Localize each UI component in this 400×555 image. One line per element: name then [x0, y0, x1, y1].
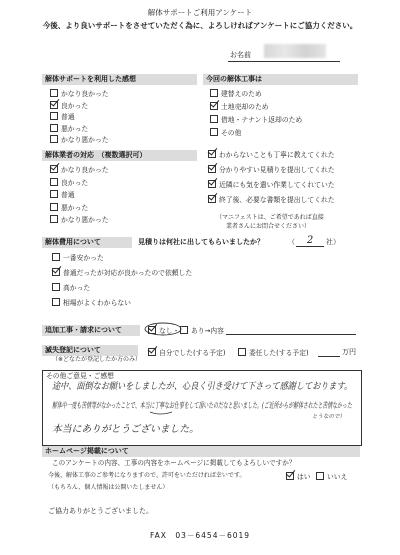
q1-option-label: 良かった	[61, 101, 89, 110]
q1-option-label: かなり悪かった	[61, 136, 109, 144]
q6-none-label: なし・	[159, 327, 180, 335]
comment-line-3: 本当にありがとうございました。	[52, 424, 199, 435]
comment-underline-mark	[150, 412, 172, 414]
comments-heading: その他ご意見・ご感想	[46, 372, 114, 380]
q5-option-label: 普通だったが対応が良かったので依頼した	[63, 269, 193, 277]
homepage-question: このアンケートの内容、工事の内容をホームページに掲載してもよろしいですか？	[52, 459, 296, 467]
q3-option-label: かなり悪かった	[61, 216, 109, 224]
q7-heading: 滅失登記について	[42, 345, 138, 356]
q4-option-label: 近隣にも気を遣い作業してくれていた	[219, 181, 335, 189]
estimate-open-paren: （	[288, 238, 295, 246]
q4-option-label: 分かりやすい見積りを提出してくれた	[219, 166, 335, 174]
q1-heading: 解体サポートを利用した感想	[42, 74, 197, 85]
q5-heading: 解体費用について	[42, 237, 132, 248]
q7-delegate-label: 委任した(する予定)	[249, 349, 309, 357]
q3-heading: 解体業者の対応 （複数選択可）	[42, 150, 197, 161]
name-label: お名前	[230, 51, 251, 59]
estimate-question: 見積りは何社に出してもらいましたか？	[138, 238, 264, 246]
q2-option-label: 建替えのため	[221, 90, 262, 98]
thanks-text: ご協力ありがとうございました。	[48, 507, 153, 515]
homepage-no-label: いいえ	[327, 473, 348, 481]
homepage-note: 今後、解体工事のご参考になりますので、許可をいただければ幸いです。	[48, 472, 246, 479]
q3-option-label: 悪かった	[61, 203, 89, 212]
q7-subnote: （※どなたが登記したか方のみ）	[52, 356, 142, 363]
q2-heading: 今回の解体工事は	[203, 74, 358, 85]
manifest-note-1: （マニフェストは、ご希望であれば直接	[216, 214, 324, 221]
q2-option-label: その他	[221, 129, 242, 137]
q5-option-label: 相場がよくわからない	[63, 299, 131, 307]
q6-heading: 追加工事・請求について	[42, 325, 140, 336]
none-circle-mark	[145, 323, 181, 335]
homepage-yes-label: はい	[297, 473, 311, 481]
company-count-value[interactable]: 2	[306, 235, 314, 246]
comment-line-2-note: とうなので）	[312, 414, 346, 420]
q1-option-label: かなり良かった	[61, 90, 109, 98]
q1-option-label: 悪かった	[61, 124, 89, 133]
q3-option-label: かなり良かった	[61, 166, 109, 174]
q7-self-label: 自分でした(する予定)	[159, 349, 226, 357]
q5-option-label: 一番安かった	[63, 254, 104, 262]
q2-option-label: 土地売却のため	[221, 103, 269, 111]
q4-option-label: 終了後、必要な書類を提出してくれた	[219, 196, 335, 204]
q5-option-label: 高かった	[63, 284, 91, 292]
survey-title: 解体サポートご利用アンケート	[147, 8, 253, 17]
q3-option-label: 普通	[61, 191, 75, 199]
q1-option-label: 普通	[61, 113, 75, 121]
manifest-note-2: 業者さんにお問合せください）	[226, 223, 311, 230]
fax-number: FAX 03－6454－6019	[149, 531, 251, 540]
survey-subtitle: 今後、より良いサポートをさせていただく為に、よろしければアンケートにご協力ください。	[42, 21, 358, 30]
q3-option-label: 良かった	[61, 178, 89, 187]
privacy-note: （もちろん、個人情報は公開いたしません）	[48, 484, 169, 491]
homepage-heading: ホームページ掲載について	[42, 446, 360, 457]
q4-option-label: わからないことも丁寧に教えてくれた	[219, 151, 335, 159]
company-suffix: 社）	[326, 238, 340, 246]
q7-amount-unit: 万円	[342, 348, 356, 356]
comment-line-1: 途中、面倒なお願いをしましたが、心良く引き受けて下さって感謝しております。	[52, 381, 353, 392]
q2-option-label: 借地・テナント返却のため	[221, 116, 303, 124]
comment-line-2: 解体中一度も苦情等がなかったことで、本当に丁寧なお仕事をして頂いたのだなと思いました。(ご近所からが解体されたと苦情なかった	[52, 400, 352, 410]
q6-some-label: あり→内容	[191, 327, 224, 335]
